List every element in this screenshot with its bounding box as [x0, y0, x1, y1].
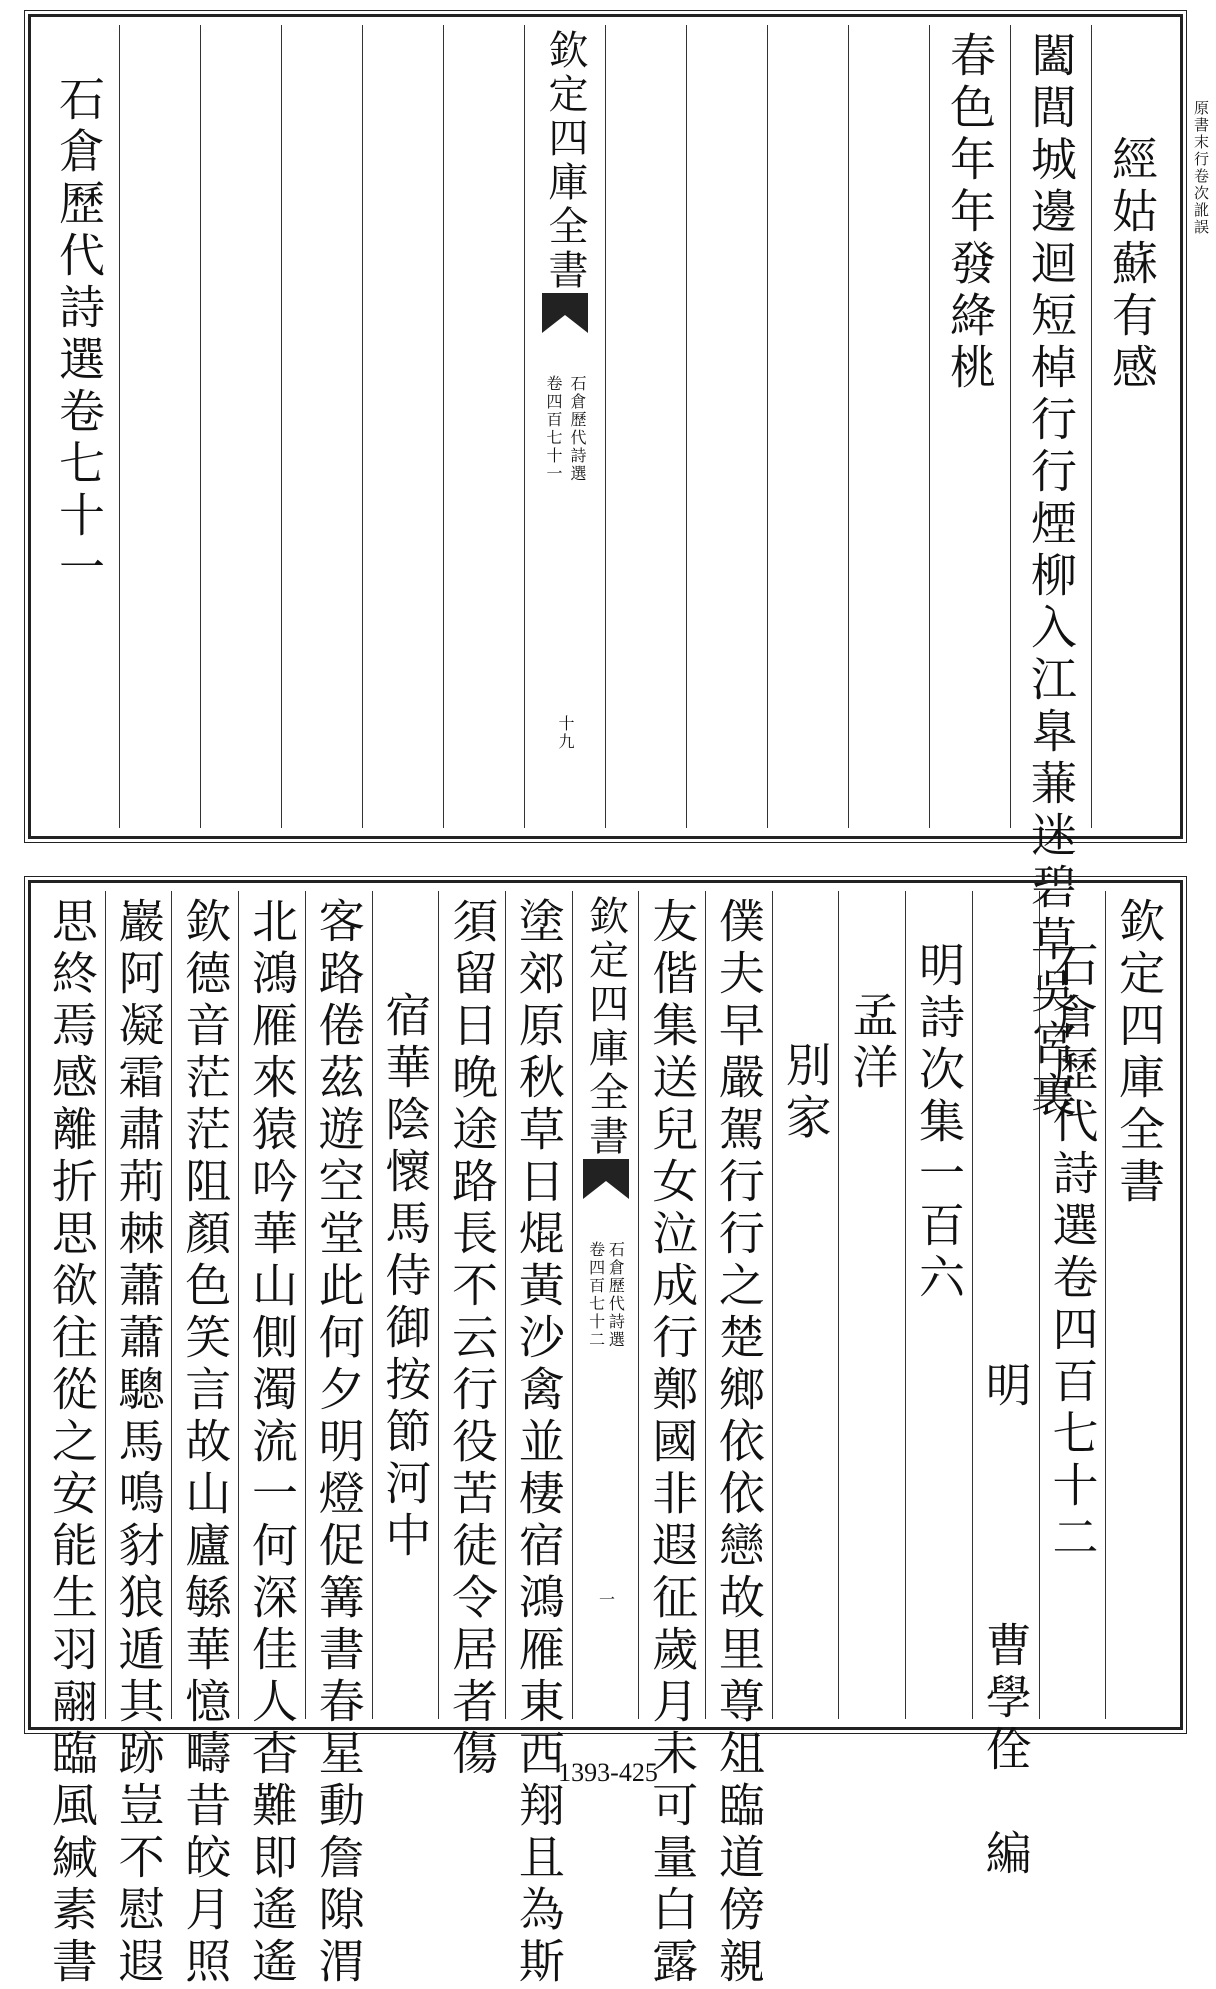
- banxin: [524, 25, 605, 828]
- fishtail-ornament: [542, 293, 588, 333]
- banxin-volume: 卷四百七十一: [544, 375, 563, 483]
- poet-name: 孟洋: [845, 991, 900, 1095]
- volume-title: 石倉歷代詩選卷四百七十二: [1045, 941, 1100, 1565]
- poem-line: 巖阿凝霜肅荊棘蕭蕭驄馬鳴豺狼遁其跡豈不慰遐: [111, 897, 166, 1989]
- poem-title: 別家: [778, 1041, 833, 1145]
- fishtail-ornament: [583, 1159, 629, 1199]
- banxin-page-number: 十九: [556, 715, 575, 751]
- poem-line: 北鴻雁來猿吟華山側濁流一何深佳人杳難即遙遙: [245, 897, 299, 1989]
- juan-end-title: 石倉歷代詩選卷七十一: [52, 75, 106, 595]
- banxin: [572, 891, 639, 1719]
- section-title: 明詩次集一百六: [912, 941, 967, 1305]
- author-line: 明 曹學佺 編: [978, 1361, 1033, 1881]
- poem-line: 須留日晚途路長不云行役苦徒令居者傷: [445, 897, 500, 1781]
- poem-line: 塗郊原秋草日焜黃沙禽並棲宿鴻雁東西翔且為斯: [511, 897, 566, 1989]
- banxin-title: 欽定四庫全書: [582, 895, 629, 1159]
- text-column: 闔閭城邊迴短棹行行煙柳入江臯蒹迷碧草吳宮裏: [1024, 31, 1078, 1123]
- banxin-volume: 卷四百七十二: [586, 1241, 606, 1349]
- text-column: 春色年年發絳桃: [943, 31, 997, 395]
- banxin-page-number: 一: [596, 1591, 616, 1609]
- collection-title: 欽定四庫全書: [1112, 897, 1167, 1209]
- page-footer-number: 1393-425: [558, 1758, 658, 1787]
- poem-line: 客路倦茲遊空堂此何夕明燈促篝書春星動詹隙渭: [311, 897, 366, 1989]
- poem-title: 宿華陰懷馬侍御按節河中: [378, 991, 433, 1563]
- poem-line: 欽德音茫茫阻顏色笑言故山廬緐華憶疇昔皎月照: [178, 897, 233, 1989]
- poem-line: 思終焉感離折思欲往從之安能生羽翮臨風緘素書: [44, 897, 99, 1989]
- banxin-book-title: 石倉歷代詩選: [606, 1241, 626, 1349]
- banxin-book-title: 石倉歷代詩選: [568, 375, 587, 483]
- poem-line: 友偕集送兒女泣成行鄭國非遐征歲月未可量白露: [645, 897, 700, 1989]
- text-column: 經姑蘇有感: [1105, 135, 1159, 395]
- poem-line: 僕夫早嚴駕行行之楚鄉依依戀故里尊俎臨道傍親: [711, 897, 766, 1989]
- margin-note: 原書末行卷次訛誤: [1192, 100, 1210, 236]
- banxin-title: 欽定四庫全書: [542, 29, 588, 293]
